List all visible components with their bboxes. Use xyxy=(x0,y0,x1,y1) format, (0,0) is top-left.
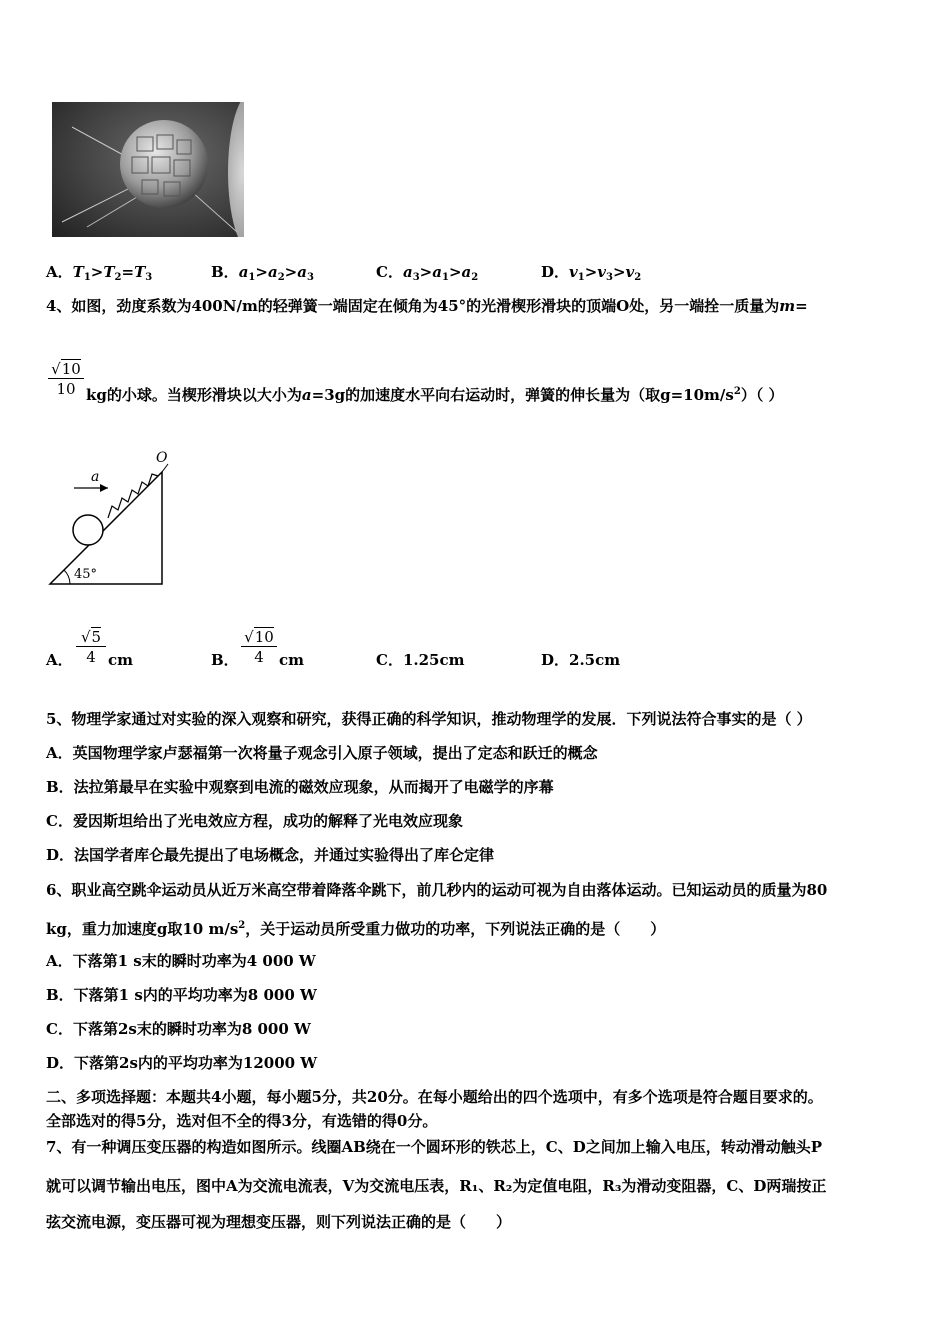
q3-option-a: A．$T_1>T_2=T_3$ xyxy=(46,263,153,283)
figure-label-o: O xyxy=(156,450,168,466)
q4-stem-line1: 4、如图，劲度系数为400N/m的轻弹簧一端固定在倾角为45°的光滑楔形滑块的顶端O处，另一端拴一质量为m= xyxy=(46,297,808,315)
q5-option-b: B．法拉第最早在实验中观察到电流的磁效应现象，从而揭开了电磁学的序幕 xyxy=(46,778,554,796)
q6-option-d: D．下落第2s内的平均功率为12000 W xyxy=(46,1054,318,1072)
q6-stem-line1: 6、职业高空跳伞运动员从近万米高空带着降落伞跳下，前几秒内的运动可视为自由落体运动。已知运动员的质量为80 xyxy=(46,881,828,899)
q7-stem-line2: 就可以调节输出电压，图中A为交流电流表，V为交流电压表，R₁、R₂为定值电阻，R₃为滑动变阻器，C、D两瑞按正 xyxy=(46,1177,827,1195)
q6-option-b: B．下落第1 s内的平均功率为8 000 W xyxy=(46,986,317,1004)
q4-option-c: C．1.25cm xyxy=(376,651,465,669)
q4-option-a-unit: cm xyxy=(108,651,134,669)
q4-mass-fraction: $\frac{√10}{10}$ xyxy=(48,360,84,399)
q4-stem-line2: kg的小球。当楔形滑块以大小为a=3g的加速度水平向右运动时，弹簧的伸长量为（取$g=10m/s^2$）（ ） xyxy=(86,386,784,404)
q4-option-d: D．2.5cm xyxy=(541,651,621,669)
q4-option-b-unit: cm xyxy=(279,651,305,669)
q5-option-c: C．爱因斯坦给出了光电效应方程，成功的解释了光电效应现象 xyxy=(46,812,463,830)
q3-option-c: C．$a_3>a_1>a_2$ xyxy=(376,263,479,283)
q5-stem: 5、物理学家通过对实验的深入观察和研究，获得正确的科学知识，推动物理学的发展．下列说法符合事实的是（ ） xyxy=(46,710,812,728)
q7-stem-line1: 7、有一种调压变压器的构造如图所示。线圈AB绕在一个圆环形的铁芯上，C、D之间加上输入电压，转动滑动触头P xyxy=(46,1138,822,1156)
q7-stem-line3: 弦交流电源，变压器可视为理想变压器，则下列说法正确的是（ ） xyxy=(46,1213,512,1231)
q6-option-a: A．下落第1 s末的瞬时功率为4 000 W xyxy=(46,952,316,970)
q4-option-a-fraction: $\frac{√5}{4}$ xyxy=(76,628,106,667)
section2-heading-line2: 全部选对的得5分，选对但不全的得3分，有选错的得0分。 xyxy=(46,1112,438,1130)
figure-label-a: a xyxy=(91,469,100,485)
wedge-spring-figure xyxy=(44,448,174,588)
q3-option-d: D．$v_1>v_3>v_2$ xyxy=(541,263,642,283)
figure-label-angle: 45° xyxy=(74,567,98,582)
q3-option-b: B．$a_1>a_2>a_3$ xyxy=(211,263,314,283)
q6-option-c: C．下落第2s末的瞬时功率为8 000 W xyxy=(46,1020,311,1038)
q5-option-a: A．英国物理学家卢瑟福第一次将量子观念引入原子领域，提出了定态和跃迁的概念 xyxy=(46,744,598,762)
q5-option-d: D．法国学者库仑最先提出了电场概念，并通过实验得出了库仑定律 xyxy=(46,846,495,864)
q4-option-b-label: B． xyxy=(211,651,239,669)
satellite-photo xyxy=(52,102,244,237)
q6-stem-line2: kg，重力加速度g取10 $m/s^2$，关于运动员所受重力做功的功率，下列说法正确的是（ ） xyxy=(46,920,666,938)
section2-heading-line1: 二、多项选择题：本题共4小题，每小题5分，共20分。在每小题给出的四个选项中，有多个选项是符合题目要求的。 xyxy=(46,1088,823,1106)
q4-option-a-label: A． xyxy=(46,651,73,669)
q4-option-b-fraction: $\frac{√10}{4}$ xyxy=(241,628,277,667)
